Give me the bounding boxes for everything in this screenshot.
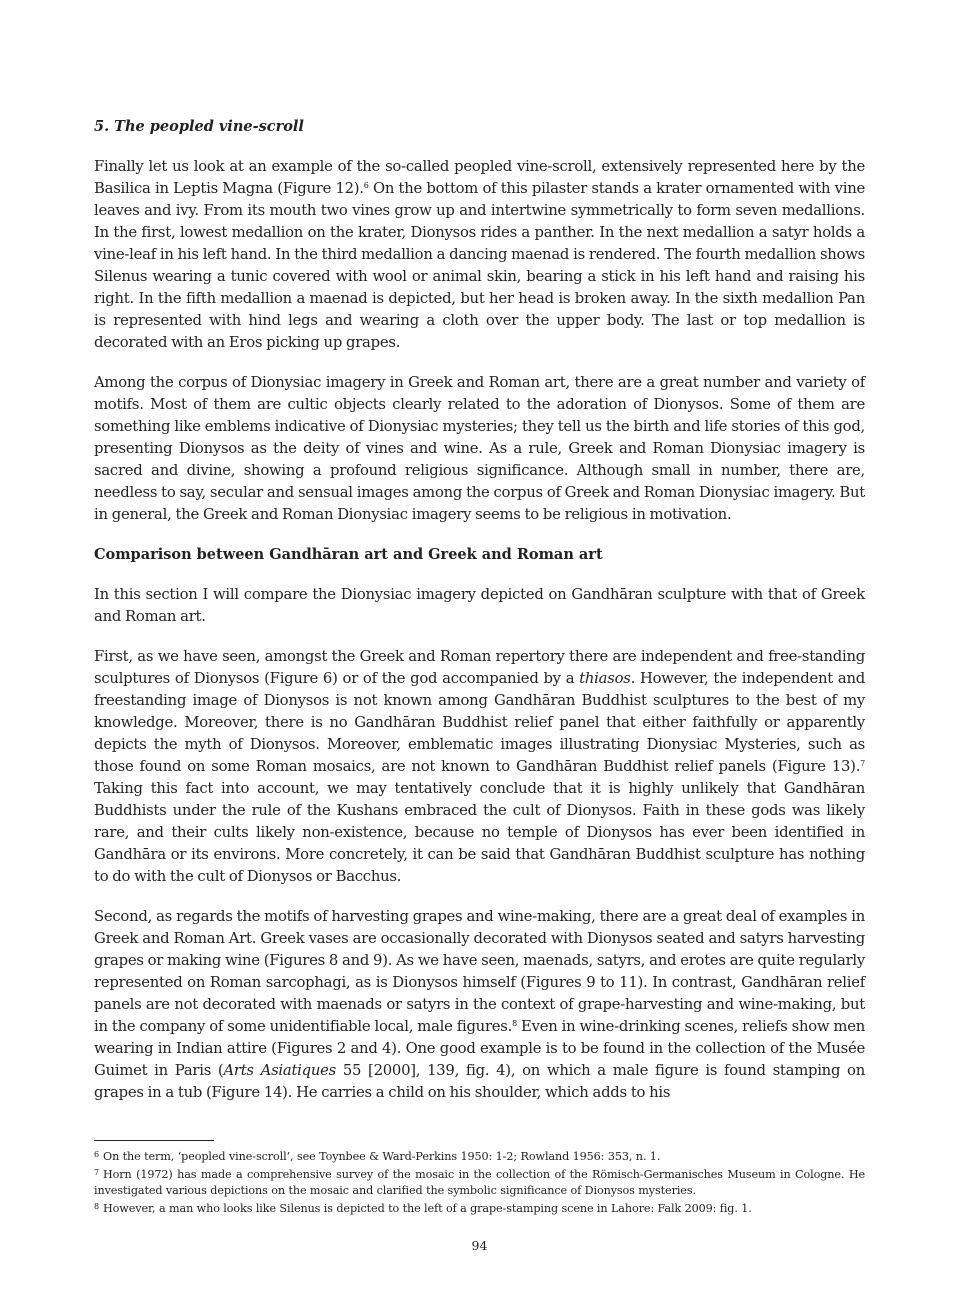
footnote-text: Horn (1972) has made a comprehensive survey of the mosaic in the collection of the Römisch-Germanisches Museum in Cologne. He investigated various depictions on the mosaic and clarified the symbolic significance of Dionysos mysteries. [94, 1168, 865, 1197]
footnote-7 [94, 1165, 865, 1199]
paragraph-dionysiac-corpus: Among the corpus of Dionysiac imagery in Greek and Roman art, there are a great number and variety of motifs. Most of them are cultic objects clearly related to the adoration of Dionysos. Some of them are something like emblems indicative of Dionysiac mysteries; they tell us the birth and life stories of this god, presenting Dionysos as the deity of vines and wine. As a rule, Greek and Roman Dionysiac imagery is sacred and divine, showing a profound religious significance. Although small in number, there are, needless to say, secular and sensual images among the corpus of Greek and Roman Dionysiac imagery. But in general, the Greek and Roman Dionysiac imagery seems to be religious in motivation. [94, 374, 865, 523]
section-heading-comparison: Comparison between Gandhāran art and Greek and Roman art [94, 546, 603, 563]
italic-journal-title: Arts Asiatiques [223, 1062, 336, 1079]
footnote-ref-7[interactable]: 7 [860, 759, 865, 768]
footnotes [94, 1140, 865, 1217]
footnote-text: On the term, ‘peopled vine-scroll’, see Toynbee & Ward-Perkins 1950: 1-2; Rowland 1956: 353, n. 1. [103, 1150, 661, 1163]
footnote-text: However, a man who looks like Silenus is depicted to the left of a grape-stamping scene in Lahore: Falk 2009: fig. 1. [103, 1202, 752, 1215]
page-body [94, 116, 865, 1122]
text-run: First, as we have seen, amongst the Greek and Roman repertory there are independent and free-standing sculptures of Dionysos (Figure 6) or of the god accompanied by a [94, 648, 865, 687]
footnote-8 [94, 1199, 865, 1217]
text-run: . However, the independent and freestanding image of Dionysos is not known among Gandhāran Buddhist sculptures to the best of my knowledge. Moreover, there is no Gandhāran Buddhist relief panel that either faithfully or apparently depicts the myth of Dionysos. Moreover, emblematic images illustrating Dionysiac Mysteries, such as those found on some Roman mosaics, are not known to Gandhāran Buddhist relief panels (Figure 13). [94, 670, 865, 775]
text-run: Taking this fact into account, we may tentatively conclude that it is highly unlikely that Gandhāran Buddhists under the rule of the Kushans embraced the cult of Dionysos. Faith in these gods was likely rare, and their cults likely non-existence, because no temple of Dionysos has ever been identified in Gandhāra or its environs. More concretely, it can be said that Gandhāran Buddhist sculpture has nothing to do with the cult of Dionysos or Bacchus. [94, 780, 865, 885]
footnote-6 [94, 1147, 865, 1165]
section-heading-peopled-vine-scroll: 5. The peopled vine-scroll [94, 118, 304, 135]
paragraph-vine-scroll [94, 156, 865, 354]
footnote-ref-8[interactable]: 8 [512, 1019, 517, 1028]
text-run: Second, as regards the motifs of harvesting grapes and wine-making, there are a great deal of examples in Greek and Roman Art. Greek vases are occasionally decorated with Dionysos seated and satyrs harvesting grapes or making wine (Figures 8 and 9). As we have seen, maenads, satyrs, and erotes are quite regularly represented on Roman sarcophagi, as is Dionysos himself (Figures 9 to 11). In contrast, Gandhāran relief panels are not decorated with maenads or satyrs in the context of grape-harvesting and wine-making, but in the company of some unidentifiable local, male figures. [94, 908, 865, 1035]
footnote-ref-6[interactable]: 6 [363, 181, 369, 190]
paragraph-second-point [94, 906, 865, 1104]
text-run: Even in wine-drinking scenes, reliefs show men wearing in Indian attire (Figures 2 and 4). One good example is to be found in the collection of the Musée Guimet in Paris ( [94, 1018, 866, 1079]
text-run: Finally let us look at an example of the so-called peopled vine-scroll, extensively represented here by the Basilica in Leptis Magna (Figure 12). [94, 158, 865, 197]
paragraph-first-point [94, 646, 865, 888]
paragraph-comparison-intro: In this section I will compare the Dionysiac imagery depicted on Gandhāran sculpture with that of Greek and Roman art. [94, 586, 865, 625]
footnote-number: 7 [94, 1168, 99, 1177]
text-run: 55 [2000], 139, fig. 4), on which a male figure is found stamping on grapes in a tub (Figure 14). He carries a child on his shoulder, which adds to his [94, 1062, 865, 1101]
footnote-number: 8 [94, 1202, 99, 1211]
footnote-divider [94, 1140, 214, 1141]
italic-term: thiasos [579, 670, 631, 687]
text-run: On the bottom of this pilaster stands a krater ornamented with vine leaves and ivy. From its mouth two vines grow up and intertwine symmetrically to form seven medallions. In the first, lowest medallion on the krater, Dionysos rides a panther. In the next medallion a satyr holds a vine-leaf in his left hand. In the third medallion a dancing maenad is rendered. The fourth medallion shows Silenus wearing a tunic covered with wool or animal skin, bearing a stick in his left hand and raising his right. In the fifth medallion a maenad is depicted, but her head is broken away. In the sixth medallion Pan is represented with hind legs and wearing a cloth over the upper body. The last or top medallion is decorated with an Eros picking up grapes. [94, 180, 865, 351]
footnote-number: 6 [94, 1150, 99, 1159]
page-number: 94 [471, 1238, 488, 1253]
